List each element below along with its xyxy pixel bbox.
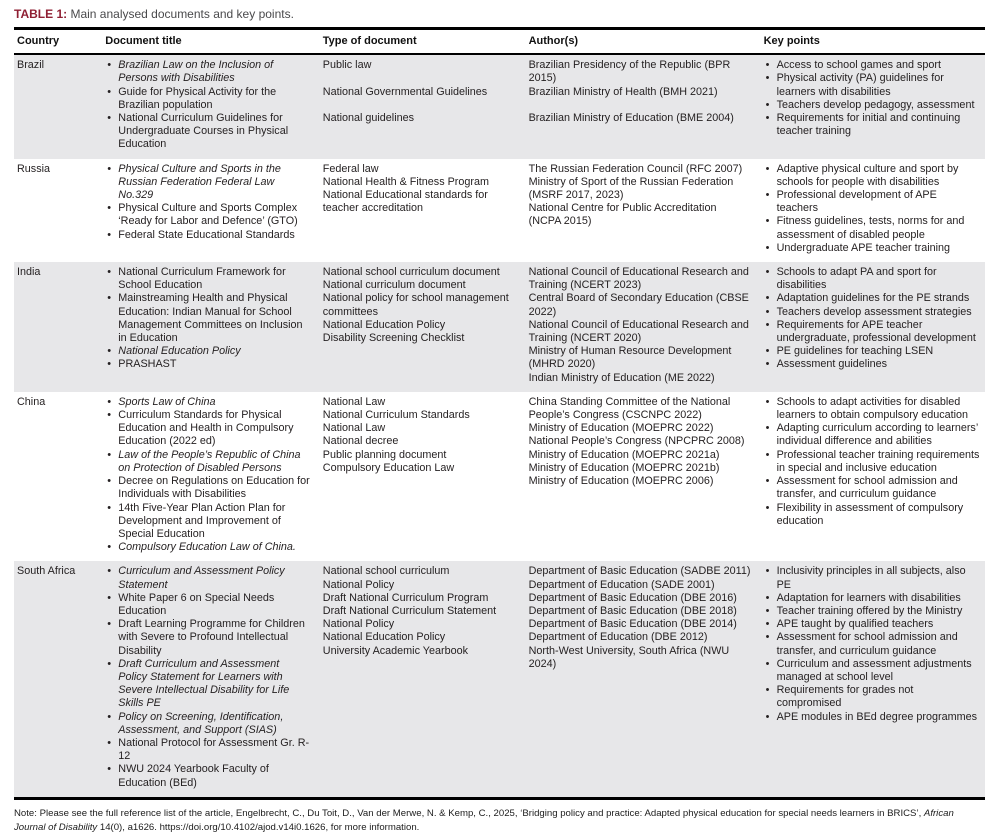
key-points-cell (764, 392, 985, 561)
table-caption (14, 6, 985, 22)
key-points-list (764, 396, 981, 528)
type-of-document-line (323, 72, 517, 85)
type-of-document-line: National policy for school management committees (322, 292, 509, 318)
document-title-list (105, 163, 311, 242)
author-line: Ministry of Education (MOEPRC 2006) (528, 475, 714, 488)
key-point-item: • Assessment guidelines (764, 358, 981, 371)
table-caption-label: TABLE 1: (14, 7, 68, 21)
author-line: China Standing Committee of the National People’s Congress (CSCNPC 2022) (528, 395, 731, 422)
column-header-type-of-document: Type of document (323, 29, 529, 55)
document-title-list (105, 396, 311, 554)
column-header-authors: Author(s) (529, 29, 764, 55)
type-of-document-line: Federal law (322, 162, 379, 175)
document-title-cell (105, 159, 323, 262)
table-caption-text: Main analysed documents and key points. (70, 7, 294, 21)
authors-cell (529, 159, 764, 262)
key-point-item: • Schools to adapt PA and sport for disabilities (764, 266, 981, 292)
key-point-item: • Undergraduate APE teacher training (764, 242, 981, 255)
author-line: Department of Education (DBE 2012) (528, 631, 708, 644)
key-point-item: • Assessment for school admission and transfer, and curriculum guidance (764, 475, 981, 501)
type-of-document-line: National Law (322, 395, 386, 408)
author-line: Brazilian Ministry of Education (BME 2004) (528, 112, 734, 125)
authors-cell (529, 561, 764, 798)
table-row-china (14, 392, 985, 561)
document-title-item: • Sports Law of China (105, 396, 311, 409)
key-points-list (764, 266, 981, 372)
key-point-item: • APE modules in BEd degree programmes (764, 711, 981, 724)
column-header-key-points: Key points (764, 29, 985, 55)
type-of-document-line: National Education Policy (322, 318, 446, 331)
type-of-document-line: National Health & Fitness Program (322, 175, 489, 188)
key-point-item: • Physical activity (PA) guidelines for learners with disabilities (764, 72, 981, 98)
country-cell (14, 159, 105, 262)
key-point-item: • Assessment for school admission and transfer, and curriculum guidance (764, 631, 981, 657)
key-point-item: • Fitness guidelines, tests, norms for and assessment of disabled people (764, 215, 981, 241)
author-line: National Council of Educational Research and Training (NCERT 2023) (528, 266, 749, 292)
table-row-india (14, 262, 985, 392)
type-of-document-line: National Curriculum Standards (322, 409, 470, 422)
author-line: National Centre for Public Accreditation (NCPA 2015) (528, 202, 717, 228)
author-line: Ministry of Human Resource Development (MHRD 2020) (528, 345, 732, 371)
document-title-item: • Physical Culture and Sports Complex ‘Ready for Labor and Defence’ (GTO) (105, 202, 311, 228)
key-point-item: • Adaptive physical culture and sport by schools for people with disabilities (764, 163, 981, 189)
document-title-item: • NWU 2024 Yearbook Faculty of Education (BEd) (105, 763, 311, 789)
type-of-document-line: Public planning document (322, 448, 447, 461)
key-point-item: • Adaptation guidelines for the PE strands (764, 292, 981, 305)
author-line: Department of Basic Education (SADBE 2011) (528, 565, 751, 578)
document-title-item: • Draft Learning Programme for Children with Severe to Profound Intellectual Disability (105, 618, 311, 658)
document-title-item: • PRASHAST (105, 358, 311, 371)
note-text-suffix: 14(0), a1626. https://doi.org/10.4102/ajod.v14i0.1626, for more information. (97, 821, 420, 833)
author-line: Indian Ministry of Education (ME 2022) (528, 371, 715, 384)
author-line: National People’s Congress (NPCPRC 2008) (528, 435, 745, 448)
document-title-item: • Curriculum and Assessment Policy Statement (105, 565, 311, 591)
author-line: Department of Basic Education (DBE 2016) (528, 591, 737, 604)
table-note (14, 807, 985, 835)
country-cell (14, 392, 105, 561)
key-point-item: • PE guidelines for teaching LSEN (764, 345, 981, 358)
document-title-item: • Compulsory Education Law of China. (105, 541, 311, 554)
key-point-item: • Teachers develop pedagogy, assessment (764, 99, 981, 112)
type-of-document-line: National curriculum document (322, 279, 466, 292)
key-points-cell (764, 262, 985, 392)
key-points-cell (764, 54, 985, 158)
key-points-list (764, 163, 981, 255)
type-of-document-line: Draft National Curriculum Statement (322, 604, 497, 617)
document-title-cell (105, 392, 323, 561)
key-point-item: • Curriculum and assessment adjustments managed at school level (764, 658, 981, 684)
type-of-document-line: National school curriculum (322, 565, 450, 578)
document-title-item: • Law of the People’s Republic of China on Protection of Disabled Persons (105, 449, 311, 475)
key-point-item: • Professional teacher training requirements in special and inclusive education (764, 449, 981, 475)
table-row-russia (14, 159, 985, 262)
type-of-document-line: Compulsory Education Law (322, 461, 455, 474)
document-title-list (105, 266, 311, 372)
country-name: Brazil (17, 59, 44, 72)
author-line: Ministry of Education (MOEPRC 2022) (528, 422, 714, 435)
type-of-document-line: National guidelines (322, 112, 415, 125)
type-of-document-cell (323, 159, 529, 262)
key-point-item: • Access to school games and sport (764, 59, 981, 72)
column-header-document-title: Document title (105, 29, 323, 55)
author-line (529, 99, 752, 112)
document-title-item: • Mainstreaming Health and Physical Education: Indian Manual for School Management Committees on Inclusion in Education (105, 292, 311, 345)
document-title-item: • Guide for Physical Activity for the Brazilian population (105, 86, 311, 112)
key-point-item: • Schools to adapt activities for disabled learners to obtain compulsory education (764, 396, 981, 422)
documents-table (14, 27, 985, 800)
document-title-item: • National Education Policy (105, 345, 311, 358)
author-line: Central Board of Secondary Education (CBSE 2022) (528, 292, 749, 318)
author-line: Department of Basic Education (DBE 2018) (528, 604, 737, 617)
authors-cell (529, 262, 764, 392)
document-title-item: • National Curriculum Guidelines for Undergraduate Courses in Physical Education (105, 112, 311, 152)
key-point-item: • Teachers develop assessment strategies (764, 306, 981, 319)
key-point-item: • Adaptation for learners with disabilities (764, 592, 981, 605)
key-point-item: • Professional development of APE teachers (764, 189, 981, 215)
author-line: Department of Basic Education (DBE 2014) (528, 618, 737, 631)
type-of-document-cell (323, 561, 529, 798)
type-of-document-line: National Educational standards for teacher accreditation (322, 189, 488, 215)
key-point-item: • Requirements for grades not compromised (764, 684, 981, 710)
type-of-document-line: National Policy (322, 618, 395, 631)
type-of-document-cell (323, 54, 529, 158)
document-title-item: • Federal State Educational Standards (105, 229, 311, 242)
type-of-document-cell (323, 392, 529, 561)
type-of-document-line: Public law (322, 59, 372, 72)
document-title-item: • Brazilian Law on the Inclusion of Persons with Disabilities (105, 59, 311, 85)
document-title-item: • Draft Curriculum and Assessment Policy Statement for Learners with Severe Intellectual Disability for Life Skills PE (105, 658, 311, 711)
document-title-item: • 14th Five-Year Plan Action Plan for Development and Improvement of Special Education (105, 502, 311, 542)
note-journal-title: African Journal of Disability (14, 807, 954, 833)
author-line: North-West University, South Africa (NWU 2024) (528, 644, 730, 670)
document-title-cell (105, 561, 323, 798)
author-line: Brazilian Presidency of the Republic (BPR 2015) (528, 59, 731, 85)
table-header-row (14, 29, 985, 55)
country-name: China (17, 395, 46, 408)
document-title-cell (105, 262, 323, 392)
document-title-item: • National Protocol for Assessment Gr. R-12 (105, 737, 311, 763)
document-title-item: • National Curriculum Framework for School Education (105, 266, 311, 292)
table-body (14, 54, 985, 798)
author-line: Department of Education (SADE 2001) (528, 578, 715, 591)
authors-cell (529, 54, 764, 158)
key-point-item: • Inclusivity principles in all subjects, also PE (764, 565, 981, 591)
type-of-document-line (323, 99, 517, 112)
document-title-cell (105, 54, 323, 158)
type-of-document-line: National Governmental Guidelines (322, 85, 488, 98)
document-title-item: • White Paper 6 on Special Needs Education (105, 592, 311, 618)
table-row-brazil (14, 54, 985, 158)
key-point-item: • Requirements for initial and continuing teacher training (764, 112, 981, 138)
column-header-country: Country (14, 29, 105, 55)
key-points-list (764, 565, 981, 723)
key-point-item: • Flexibility in assessment of compulsory education (764, 502, 981, 528)
document-title-list (105, 59, 311, 151)
document-title-item: • Curriculum Standards for Physical Education and Health in Compulsory Education (2022 ed) (105, 409, 311, 449)
country-cell (14, 262, 105, 392)
country-name: India (17, 266, 41, 279)
key-points-list (764, 59, 981, 138)
country-cell (14, 54, 105, 158)
key-point-item: • Requirements for APE teacher undergraduate, professional development (764, 319, 981, 345)
document-title-list (105, 565, 311, 789)
type-of-document-line: National Policy (322, 578, 395, 591)
key-point-item: • APE taught by qualified teachers (764, 618, 981, 631)
key-points-cell (764, 561, 985, 798)
type-of-document-line: National Law (322, 422, 386, 435)
document-title-item: • Physical Culture and Sports in the Russian Federation Federal Law No.329 (105, 163, 311, 203)
author-line: National Council of Educational Research and Training (NCERT 2020) (528, 318, 749, 345)
type-of-document-line: University Academic Yearbook (322, 644, 469, 657)
type-of-document-cell (323, 262, 529, 392)
type-of-document-line: National decree (322, 435, 399, 448)
type-of-document-line: Draft National Curriculum Program (322, 591, 489, 604)
type-of-document-line: National Education Policy (322, 631, 446, 644)
author-line: Brazilian Ministry of Health (BMH 2021) (528, 85, 718, 98)
country-cell (14, 561, 105, 798)
type-of-document-line: National school curriculum document (322, 266, 500, 279)
table-header (14, 29, 985, 55)
type-of-document-line: Disability Screening Checklist (322, 332, 465, 345)
table-row-south-africa (14, 561, 985, 798)
key-point-item: • Adapting curriculum according to learners’ individual difference and abilities (764, 422, 981, 448)
key-points-cell (764, 159, 985, 262)
key-point-item: • Teacher training offered by the Ministry (764, 605, 981, 618)
authors-cell (529, 392, 764, 561)
author-line: The Russian Federation Council (RFC 2007) (528, 162, 743, 175)
document-title-item: • Decree on Regulations on Education for Individuals with Disabilities (105, 475, 311, 501)
author-line: Ministry of Education (MOEPRC 2021a) (528, 448, 720, 461)
country-name: Russia (17, 162, 51, 175)
author-line: Ministry of Education (MOEPRC 2021b) (528, 461, 720, 474)
country-name: South Africa (17, 565, 76, 578)
author-line: Ministry of Sport of the Russian Federation (MSRF 2017, 2023) (528, 175, 734, 202)
note-text-prefix: Note: Please see the full reference list of the article, Engelbrecht, C., Du Toit, D., Van der Merwe, N. & Kemp, C., 2025, ‘Bridging policy and practice: Adapted physical education for special needs learners in BRICS’, (14, 807, 924, 819)
document-title-item: • Policy on Screening, Identification, Assessment, and Support (SIAS) (105, 711, 311, 737)
